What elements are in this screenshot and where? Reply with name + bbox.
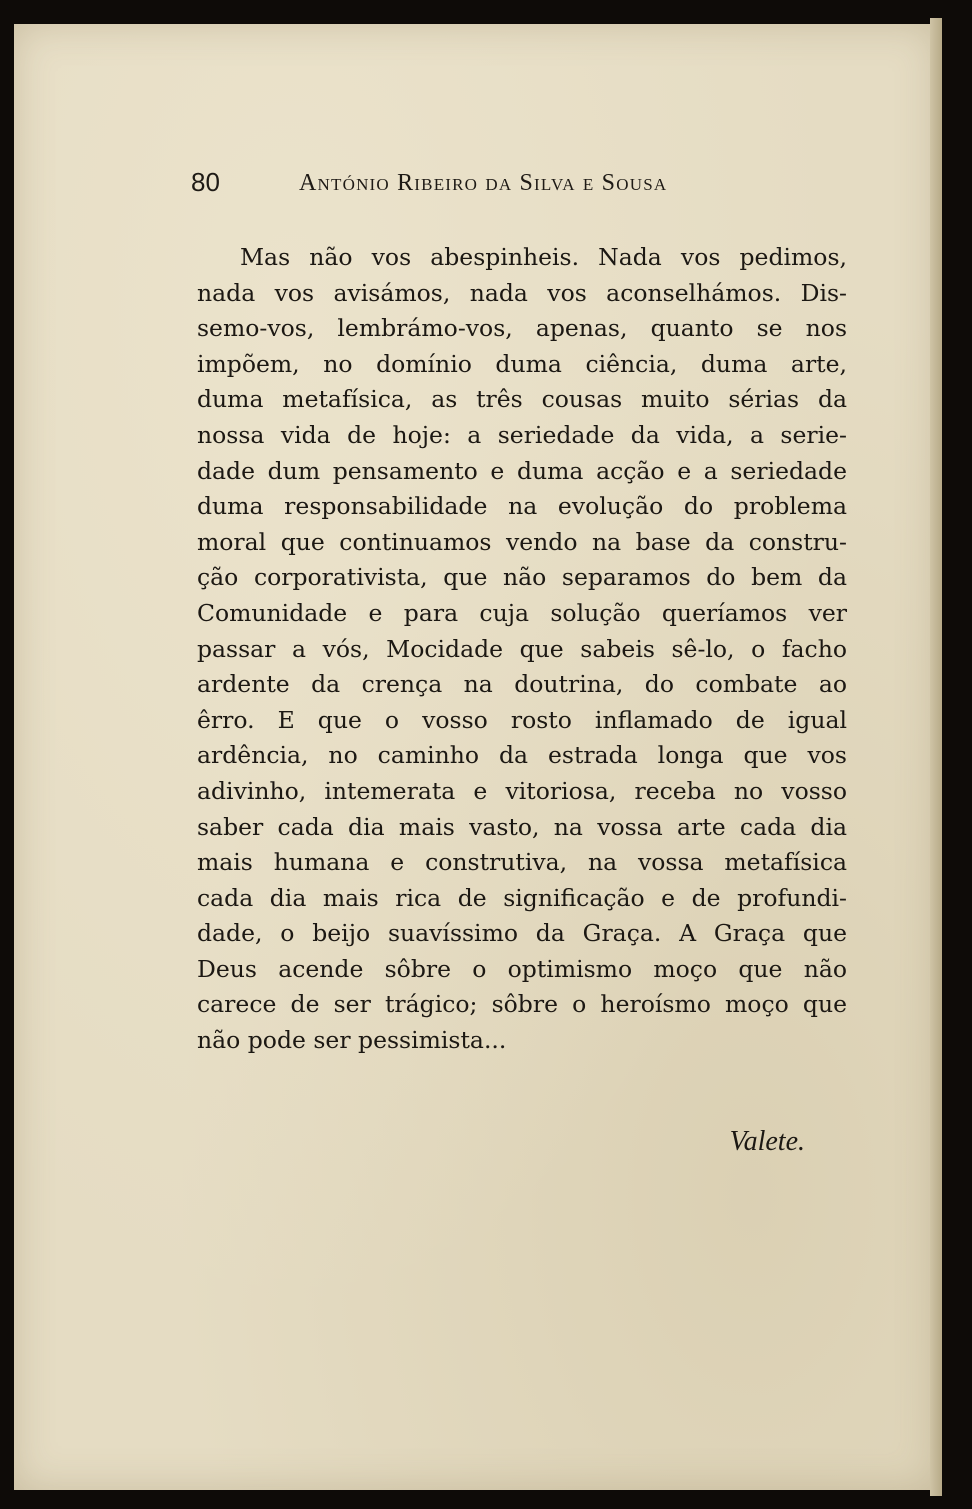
text-line: Mas não vos abespinheis. Nada vos pedimos,	[240, 243, 847, 271]
text-line: adivinho, intemerata e vitoriosa, receba no vosso	[197, 776, 847, 805]
text-line: êrro. E que o vosso rosto inflamado de igual	[197, 705, 847, 734]
text-line: ardência, no caminho da estrada longa que vos	[197, 741, 847, 770]
page-edge	[930, 18, 942, 1496]
text-line: saber cada dia mais vasto, na vossa arte cada dia	[197, 812, 847, 841]
body-paragraph	[197, 240, 847, 1059]
text-line: mais humana e construtiva, na vossa metafísica	[197, 848, 847, 877]
page-header	[191, 164, 751, 200]
page-number: 80	[191, 167, 220, 197]
text-line: semo-vos, lembrámo-vos, apenas, quanto se nos	[197, 314, 847, 343]
text-line: ardente da crença na doutrina, do combate ao	[197, 670, 847, 699]
text-line: passar a vós, Mocidade que sabeis sê-lo, o facho	[197, 634, 847, 663]
text-line: impõem, no domínio duma ciência, duma arte,	[197, 349, 847, 378]
text-line: carece de ser trágico; sôbre o heroísmo moço que	[197, 990, 847, 1019]
text-line: moral que continuamos vendo na base da constru-	[197, 527, 847, 556]
text-line-last: não pode ser pessimista...	[197, 1026, 507, 1055]
text-line: Comunidade e para cuja solução queríamos ver	[197, 598, 847, 627]
text-line: dade dum pensamento e duma acção e a seriedade	[197, 456, 847, 485]
text-line: nossa vida de hoje: a seriedade da vida, a serie-	[197, 420, 847, 449]
text-line: nada vos avisámos, nada vos aconselhámos. Dis-	[197, 278, 847, 307]
text-line: cada dia mais rica de significação e de profundi-	[197, 883, 847, 912]
text-line: duma responsabilidade na evolução do problema	[197, 492, 847, 521]
text-line: ção corporativista, que não separamos do bem da	[197, 563, 847, 592]
text-line: duma metafísica, as três cousas muito sérias da	[197, 385, 847, 414]
text-line: Deus acende sôbre o optimismo moço que não	[197, 954, 847, 983]
text-line: dade, o beijo suavíssimo da Graça. A Graça que	[197, 919, 847, 948]
running-head: António Ribeiro da Silva e Sousa	[299, 170, 668, 196]
signoff: Valete.	[729, 1126, 805, 1157]
